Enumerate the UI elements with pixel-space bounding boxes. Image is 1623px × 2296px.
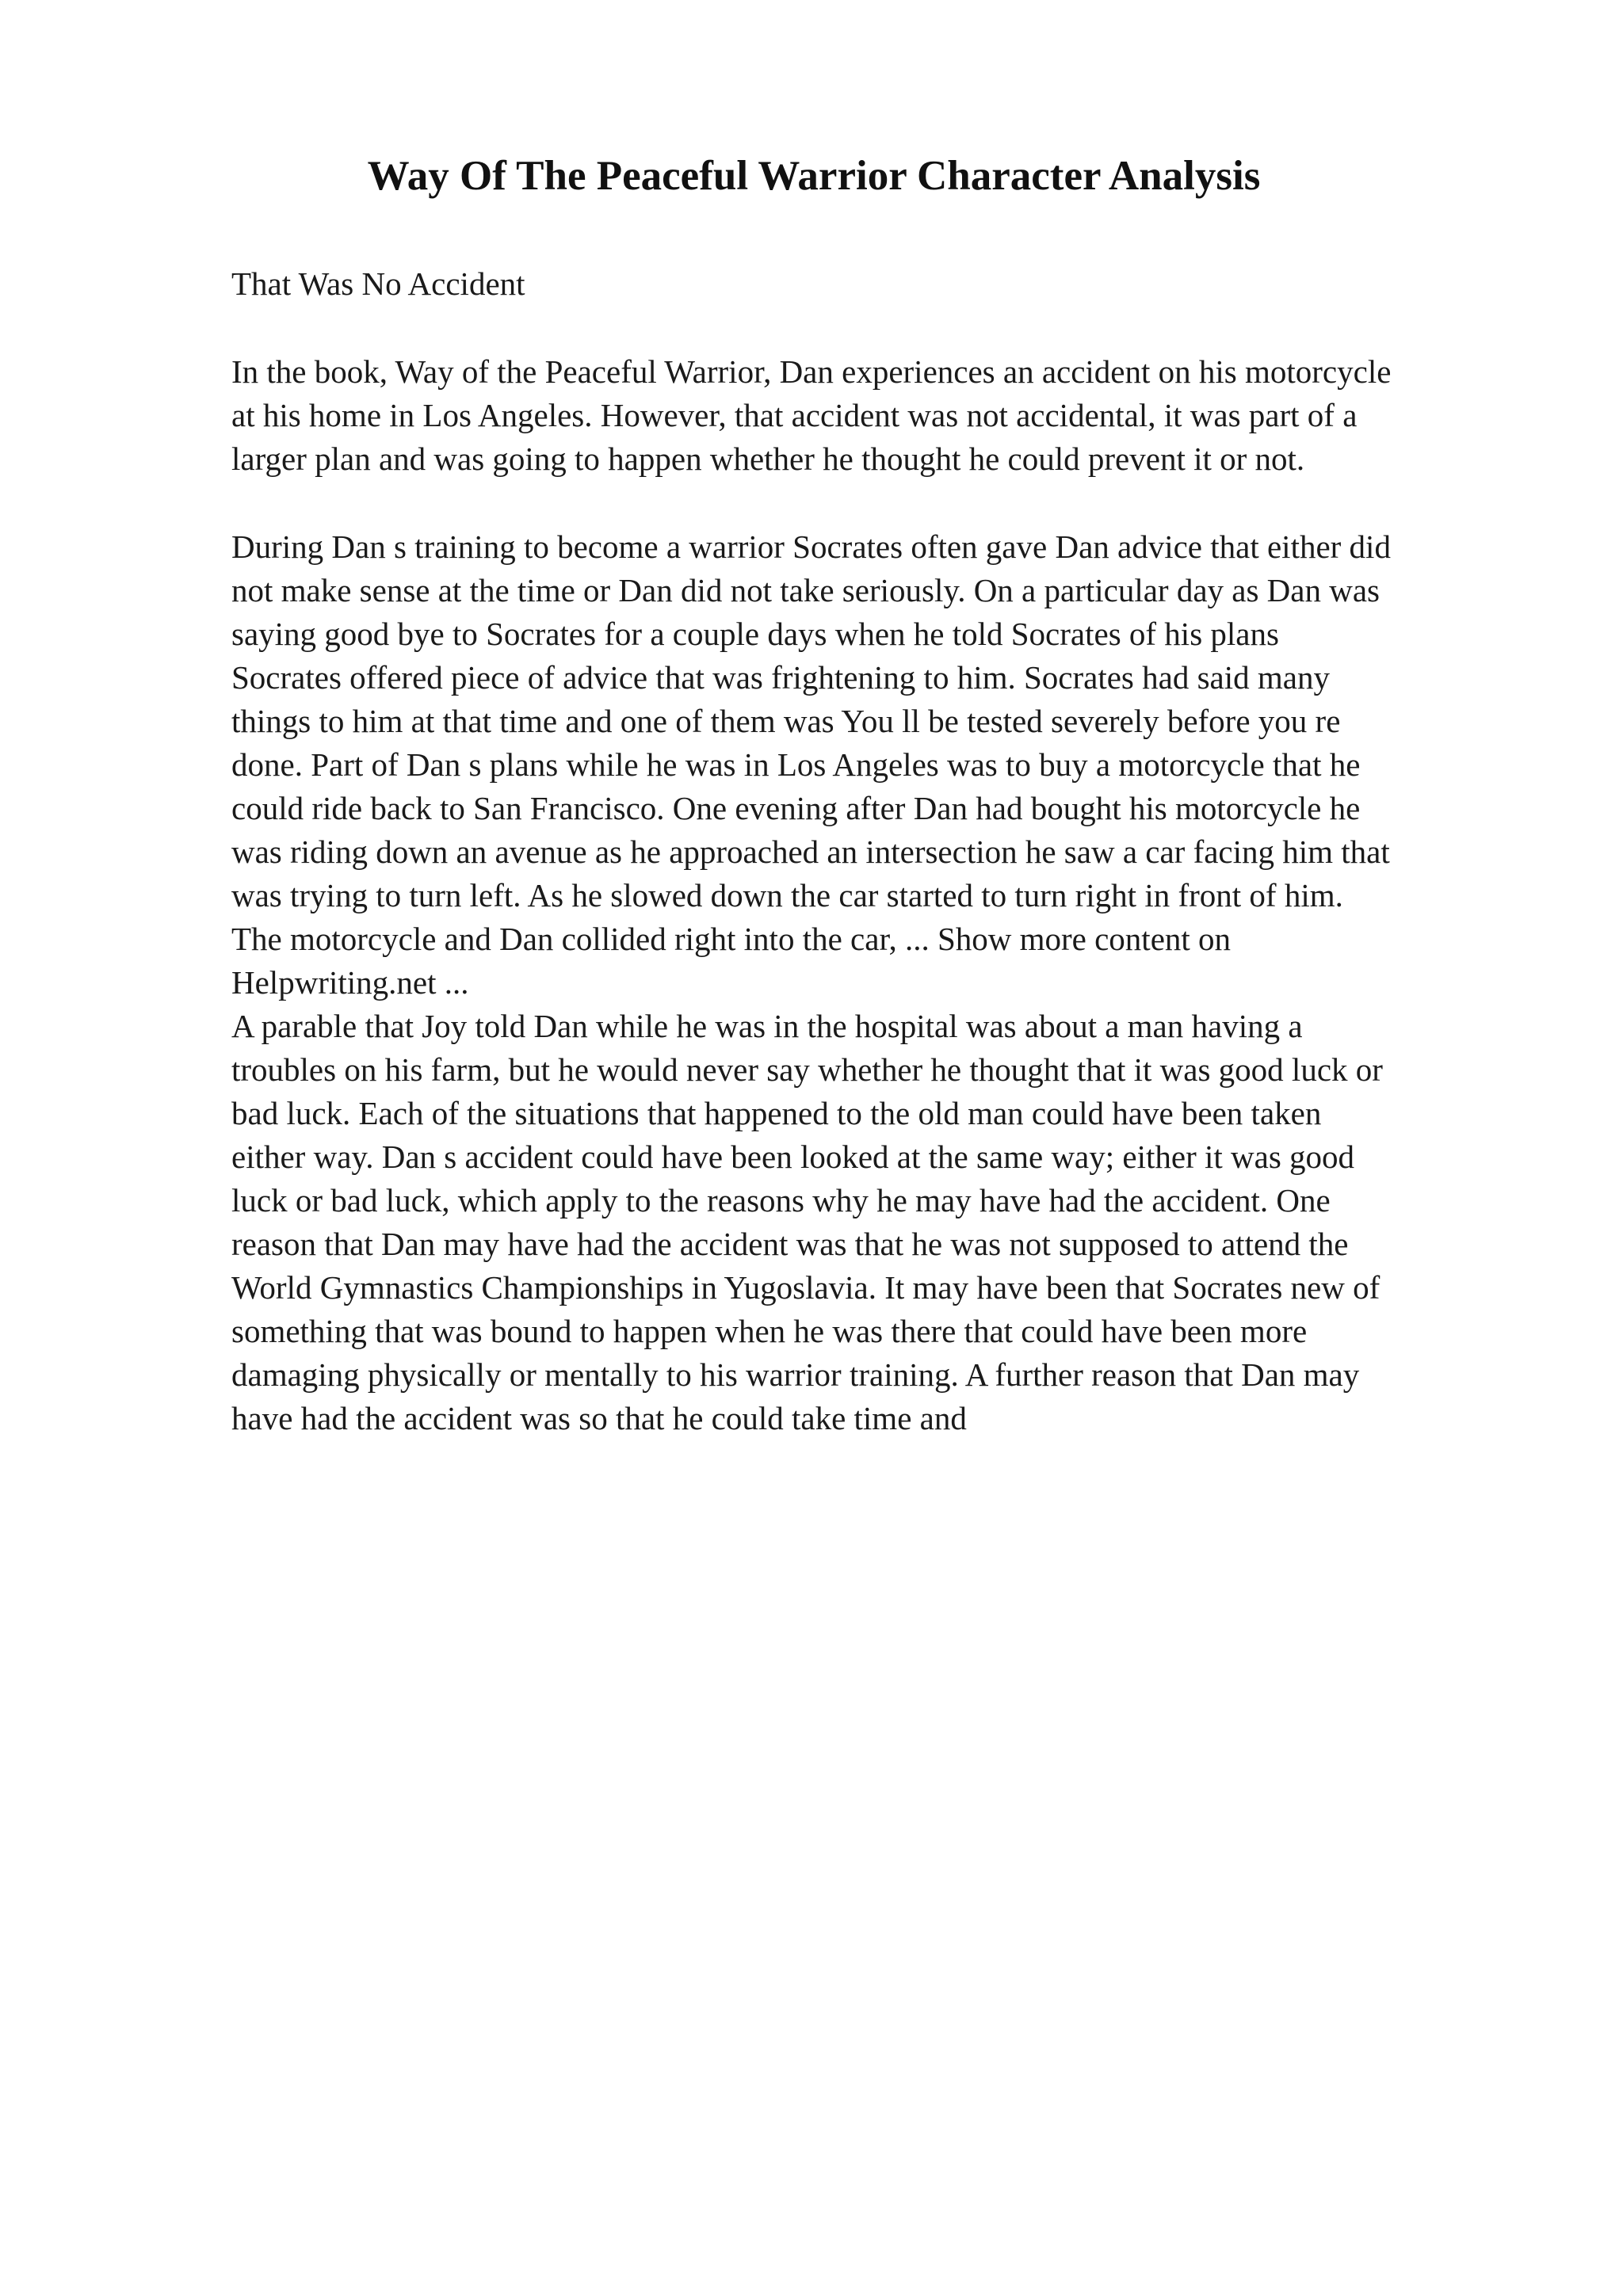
paragraph-body: During Dan s training to become a warrior Socrates often gave Dan advice that either did not make sense at the time or Dan did not take seriously. On a particular day as Dan was saying good bye to Socrates for a couple days when he told Socrates of his plans Socrates offered piece of advice that was frightening to him. Socrates had said many things to him at that time and one of them was You ll be tested severely before you re done. Part of Dan s plans while he was in Los Angeles was to buy a motorcycle that he could ride back to San Francisco. One evening after Dan had bought his motorcycle he was riding down an avenue as he approached an intersection he saw a car facing him that was trying to turn left. As he slowed down the car started to turn right in front of him. The motorcycle and Dan collided right into the car, ... Show more content on Helpwriting.net ... bbox=[231, 528, 1391, 1001]
paragraph-intro: In the book, Way of the Peaceful Warrior, Dan experiences an accident on his motorcycle at his home in Los Angeles. However, that accident was not accidental, it was part of a larger plan and was going to happen whether he thought he could prevent it or not. bbox=[231, 353, 1392, 477]
paragraph-body-continued: A parable that Joy told Dan while he was in the hospital was about a man having a troubles on his farm, but he would never say whether he thought that it was good luck or bad luck. Each of the situations that happened to the old man could have been taken either way. Dan s accident could have been looked at the same way; either it was good luck or bad luck, which apply to the reasons why he may have had the accident. One reason that Dan may have had the accident was that he was not supposed to attend the World Gymnastics Championships in Yugoslavia. It may have been that Socrates new of something that was bound to happen when he was there that could have been more damaging physically or mentally to his warrior training. A further reason that Dan may have had the accident was so that he could take time and bbox=[231, 1007, 1383, 1436]
document-subtitle: That Was No Accident bbox=[231, 265, 525, 302]
document-title: Way Of The Peaceful Warrior Character Analysis bbox=[367, 153, 1261, 199]
